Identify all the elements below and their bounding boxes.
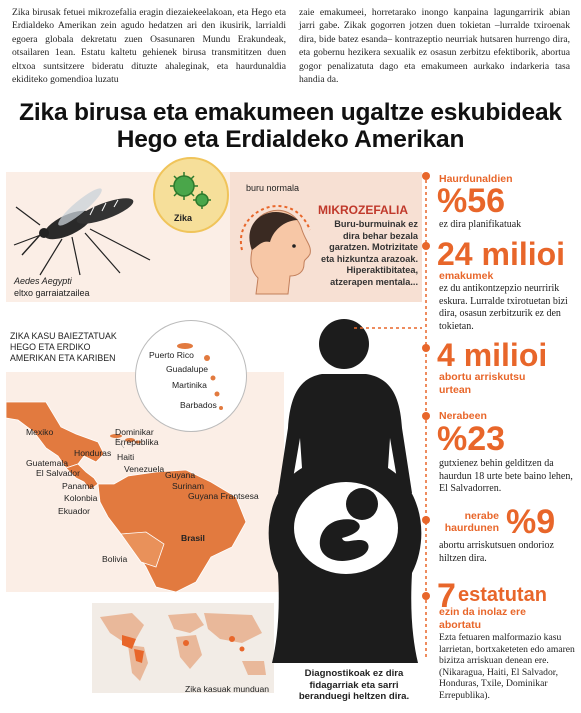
stat3-number: 4 milioi <box>437 337 548 373</box>
world-map-label: Zika kasuak munduan <box>185 684 270 694</box>
map-title <box>10 331 117 364</box>
stat1-prefix: Haurdunaldien <box>439 173 513 185</box>
stat2-text: ez du antikontzepzio neurririk eskura. Lurralde txirotuetan bizi dira, osasun zerbitzurik ez den tokietan. <box>439 283 568 332</box>
country-label-bolivia: Bolivia <box>102 554 128 564</box>
caribbean-label-4: Barbados <box>180 400 217 410</box>
intro-left-paragraph: Zika birusak fetuei mikrozefalia eragin diezaiekeelakoan, eta Hego eta Erdialdeko Amerikan zein agudo hedatzen ari den ikusirik, larrialdi egoera globala dekretatu zuen Osasunaren Mundu Erakundeak, otsailaren 1ean. Estatu kaltetu gehienek birusa transmititzen duen eltxoa suntsitzere bideratu dituzte ahaleginak, eta haurdunaldia ekiditeko gomendioa luzatu <box>12 7 286 86</box>
world-map <box>92 603 274 693</box>
dominican-label <box>115 427 158 447</box>
caribbean-label-2: Guadalupe <box>166 364 209 374</box>
stat6-label: ezin da inolaz ere abortatu <box>439 606 526 631</box>
stat5-number: %9 <box>506 503 556 541</box>
map-title-line-1: ZIKA KASU BAIEZTATUAK <box>10 331 117 341</box>
stat6-text: Ezta fetuaren malformazio kasu larrietan, bortxaketeten edo amaren bizitza arriskuan denean ere. (Nikaragua, Haiti, El Salvador, Honduras, Txile, Dominikar Errepublika). <box>439 632 575 701</box>
mosquito-name: Aedes Aegypti <box>14 276 72 286</box>
country-label-guyana-frantsesa: Guyana Frantsesa <box>188 491 259 501</box>
country-label-guyana: Guyana <box>165 470 196 480</box>
dominican-label-line-1: Dominikar <box>115 427 154 437</box>
caribbean-label-3: Martinika <box>172 380 207 390</box>
stat5-text: abortu arriskutsuen ondorioz hiltzen dira. <box>439 540 554 564</box>
stat5-prefix <box>439 510 499 534</box>
stat2-number: 24 milioi <box>437 236 566 272</box>
virus-label: Zika <box>174 213 193 223</box>
mosquito-illustration <box>10 185 175 280</box>
mosquito-desc: eltxo garraiatzailea <box>14 288 90 298</box>
microcephaly-title: MIKROZEFALIA <box>318 203 408 217</box>
stat1-text: ez dira planifikatuak <box>439 219 522 230</box>
pregnant-woman-silhouette <box>262 318 428 668</box>
country-label-panama: Panama <box>62 481 95 491</box>
country-label-surinam: Surinam <box>172 481 204 491</box>
country-label-mexico: Mexiko <box>26 427 54 437</box>
diagnosis-note: Diagnostikoak ez dira fidagarriak eta sarri beranduegi heltzen dira. <box>298 668 410 702</box>
stat3-label: abortu arriskutsu urtean <box>439 371 526 396</box>
headline-line-1: Zika birusa eta emakumeen ugaltze eskubideak <box>19 99 562 126</box>
caribbean-islands <box>135 320 245 430</box>
map-title-line-3: AMERIKAN ETA KARIBEN <box>10 353 116 363</box>
intro-right-paragraph: zaie emakumeei, horretarako inongo kanpaina lagungarririk abian jarri gabe. Zikak gogorren jotzen duen tokietan –lurralde txiroenak dira, bide batez esanda– kontrazeptio neurriak hutsaren hurrengo dira, eta gobernu hezikera sexualik ez osasun zerbitzu efektiborik, abortua gogor penalizatuta dago eta emakumeen aurkako indarkeria tasa handia da. <box>299 7 570 86</box>
stat6-number: 7 <box>437 577 456 615</box>
country-label-kolonbia: Kolonbia <box>64 493 98 503</box>
timeline-connector <box>418 170 434 670</box>
stat5-prefix-line-1: nerabe <box>464 510 499 522</box>
stat5-prefix-line-2: haurdunen <box>444 522 499 534</box>
stat2-label: emakumek <box>439 270 494 282</box>
country-label-haiti: Haiti <box>117 452 135 462</box>
country-label-brasil: Brasil <box>181 533 205 543</box>
head-profile-illustration <box>232 190 322 300</box>
stat6-label-big: estatutan <box>458 584 547 606</box>
country-label-el-salvador: El Salvador <box>36 468 80 478</box>
map-title-line-2: HEGO ETA ERDIKO <box>10 342 91 352</box>
stat4-text: gutxienez behin gelditzen da haurdun 18 urte bete baino lehen, El Salvadorren. <box>439 458 573 494</box>
dominican-label-line-2: Errepublika <box>115 437 159 447</box>
country-label-ekuador: Ekuador <box>58 506 91 516</box>
headline-line-2: Hego eta Erdialdeko Amerikan <box>116 126 465 153</box>
country-label-venezuela: Venezuela <box>124 464 165 474</box>
country-label-guatemala: Guatemala <box>26 458 69 468</box>
stat4-number: %23 <box>437 420 506 458</box>
timeline-branch <box>352 318 428 338</box>
headline <box>0 99 581 153</box>
caribbean-label-1: Puerto Rico <box>149 350 194 360</box>
stat1-number: %56 <box>437 182 506 220</box>
microcephaly-desc: Buru-burmuinak ez dira behar bezala garatzen. Motrizitate eta hizkuntza arazoak. Hiperaktibitatea, atzerapen mentala... <box>320 219 418 287</box>
stat4-prefix: Nerabeen <box>439 410 487 422</box>
normal-head-label: buru normala <box>246 183 300 193</box>
country-label-honduras: Honduras <box>74 448 112 458</box>
